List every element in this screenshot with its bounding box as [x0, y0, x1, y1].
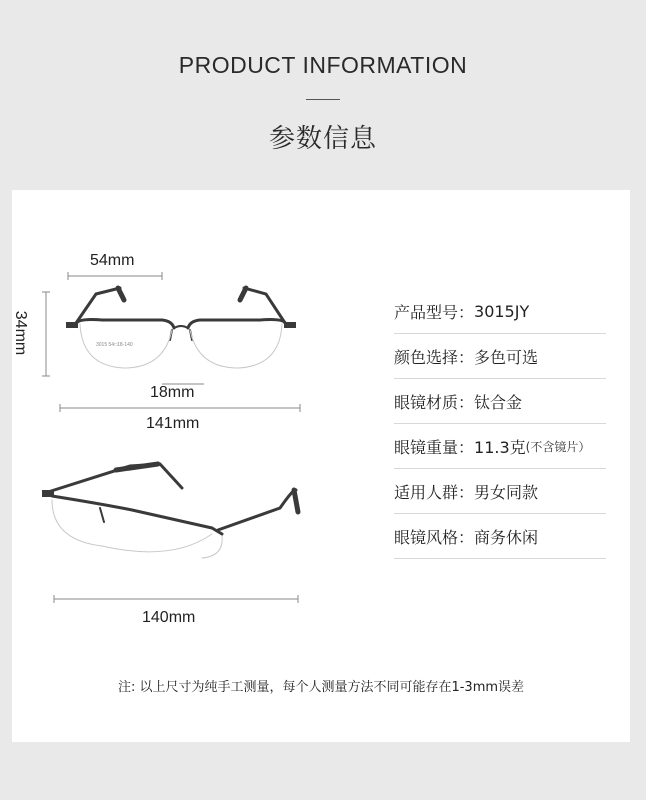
- measurement-footnote: 注: 以上尺寸为纯手工测量，每个人测量方法不同可能存在1-3mm误差: [117, 680, 525, 695]
- spec-row-color: [394, 335, 606, 379]
- spec-row-style: [394, 515, 606, 559]
- lens-width-label: 54mm: [90, 252, 135, 269]
- spec-value: 男女同款: [474, 483, 539, 502]
- frame-marking-text: 3015 54□18-140: [96, 342, 133, 348]
- front-view-glasses: [66, 288, 296, 368]
- spec-list: [394, 290, 606, 559]
- product-card: [12, 190, 630, 742]
- side-view-glasses: [42, 464, 298, 558]
- spec-row-material: [394, 380, 606, 424]
- lens-height-label: 34mm: [12, 310, 30, 356]
- spec-note: (不含镜片）: [525, 440, 591, 454]
- frame-width-label: 141mm: [146, 415, 200, 432]
- lens-height-dimension-line: [42, 292, 50, 376]
- bridge-label: 18mm: [150, 384, 195, 401]
- title-divider: [306, 99, 340, 100]
- spec-label: 颜色选择：: [394, 348, 475, 367]
- spec-label: 眼镜材质：: [394, 393, 475, 412]
- header: [0, 0, 646, 190]
- spec-row-weight: [394, 425, 606, 469]
- spec-value: 钛合金: [474, 393, 523, 412]
- spec-label: 眼镜重量：: [394, 438, 475, 457]
- spec-label: 产品型号：: [394, 303, 475, 322]
- spec-value: 多色可选: [474, 348, 539, 367]
- frame-width-dimension-line: [60, 404, 300, 412]
- glasses-diagram: [12, 190, 332, 650]
- temple-length-label: 140mm: [142, 609, 196, 626]
- spec-value: 商务休闲: [474, 528, 539, 547]
- lens-width-dimension-line: [68, 272, 162, 280]
- spec-row-model: [394, 290, 606, 334]
- title-chinese: 参数信息: [268, 124, 377, 154]
- spec-value: 11.3克: [474, 438, 526, 457]
- spec-label: 适用人群：: [394, 483, 475, 502]
- spec-row-audience: [394, 470, 606, 514]
- spec-label: 眼镜风格：: [394, 528, 475, 547]
- title-english: PRODUCT INFORMATION: [178, 52, 468, 78]
- spec-value: 3015JY: [474, 302, 530, 321]
- temple-length-dimension-line: [54, 595, 298, 603]
